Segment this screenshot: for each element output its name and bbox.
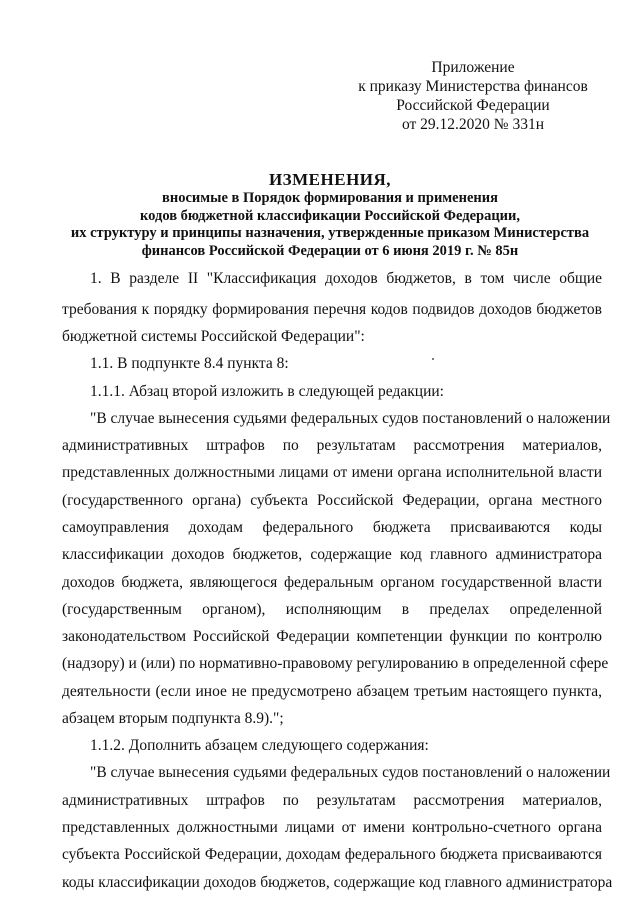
text-line: деятельности (если иное не предусмотрено абзацем третьим настоящего пункта, — [62, 683, 602, 700]
subtitle-line: вносимые в Порядок формирования и применения — [162, 190, 498, 206]
text-line: 1. В разделе II "Классификация доходов бюджетов, в том числе общие — [90, 270, 602, 287]
text-line: самоуправления доходам федерального бюджета присваиваются коды — [62, 519, 602, 536]
appendix-line: Приложение — [431, 59, 515, 76]
text-line: доходов бюджета, являющегося федеральным органом государственной власти — [62, 574, 602, 591]
text-line: административных штрафов по результатам рассмотрения материалов, — [62, 792, 602, 809]
text-line: (надзору) и (или) по нормативно-правовому регулированию в определенной сфере — [62, 655, 609, 672]
text-line: "В случае вынесения судьями федеральных судов постановлений о наложении — [90, 764, 611, 781]
text-line: абзацем вторым подпункта 8.9)."; — [62, 710, 284, 727]
appendix-header — [348, 58, 598, 134]
text-line: коды классификации доходов бюджетов, содержащие код главного администратора — [62, 874, 613, 891]
text-line: (государственным органом), исполняющим в пределах определенной — [62, 601, 602, 618]
text-line: законодательством Российской Федерации компетенции функции по контролю — [62, 628, 602, 645]
appendix-line: к приказу Министерства финансов — [358, 78, 588, 95]
text-line: представленных должностными лицами от имени органа исполнительной власти — [62, 464, 602, 481]
text-line: классификации доходов бюджетов, содержащие код главного администратора — [62, 546, 602, 563]
text-line: субъекта Российской Федерации, доходам федерального бюджета присваиваются — [62, 846, 602, 863]
appendix-line: Российской Федерации — [396, 97, 550, 114]
text-line: (государственного органа) субъекта Российской Федерации, органа местного — [62, 492, 602, 509]
subtitle-line: кодов бюджетной классификации Российской Федерации, — [139, 207, 521, 224]
text-line: бюджетной системы Российской Федерации": — [62, 328, 365, 345]
text-line: 1.1.1. Абзац второй изложить в следующей редакции: — [90, 383, 444, 400]
text-line: административных штрафов по результатам рассмотрения материалов, — [62, 437, 602, 454]
text-line: 1.1. В подпункте 8.4 пункта 8: — [90, 355, 289, 372]
subtitle-line: их структуру и принципы назначения, утвержденные приказом Министерства — [70, 225, 590, 241]
document-subtitle — [40, 190, 620, 260]
scan-speck — [432, 358, 434, 360]
text-line: "В случае вынесения судьями федеральных судов постановлений о наложении — [90, 410, 611, 427]
text-line: представленных должностными лицами от имени контрольно-счетного органа — [62, 819, 602, 836]
text-line: требования к порядку формирования перечня кодов подвидов доходов бюджетов — [62, 301, 602, 318]
subtitle-line: финансов Российской Федерации от 6 июня 2019 г. № 85н — [141, 242, 519, 259]
appendix-date-line: от 29.12.2020 № 331н — [401, 116, 545, 133]
text-line: 1.1.2. Дополнить абзацем следующего содержания: — [90, 737, 429, 754]
document-title: ИЗМЕНЕНИЯ, — [268, 170, 392, 189]
